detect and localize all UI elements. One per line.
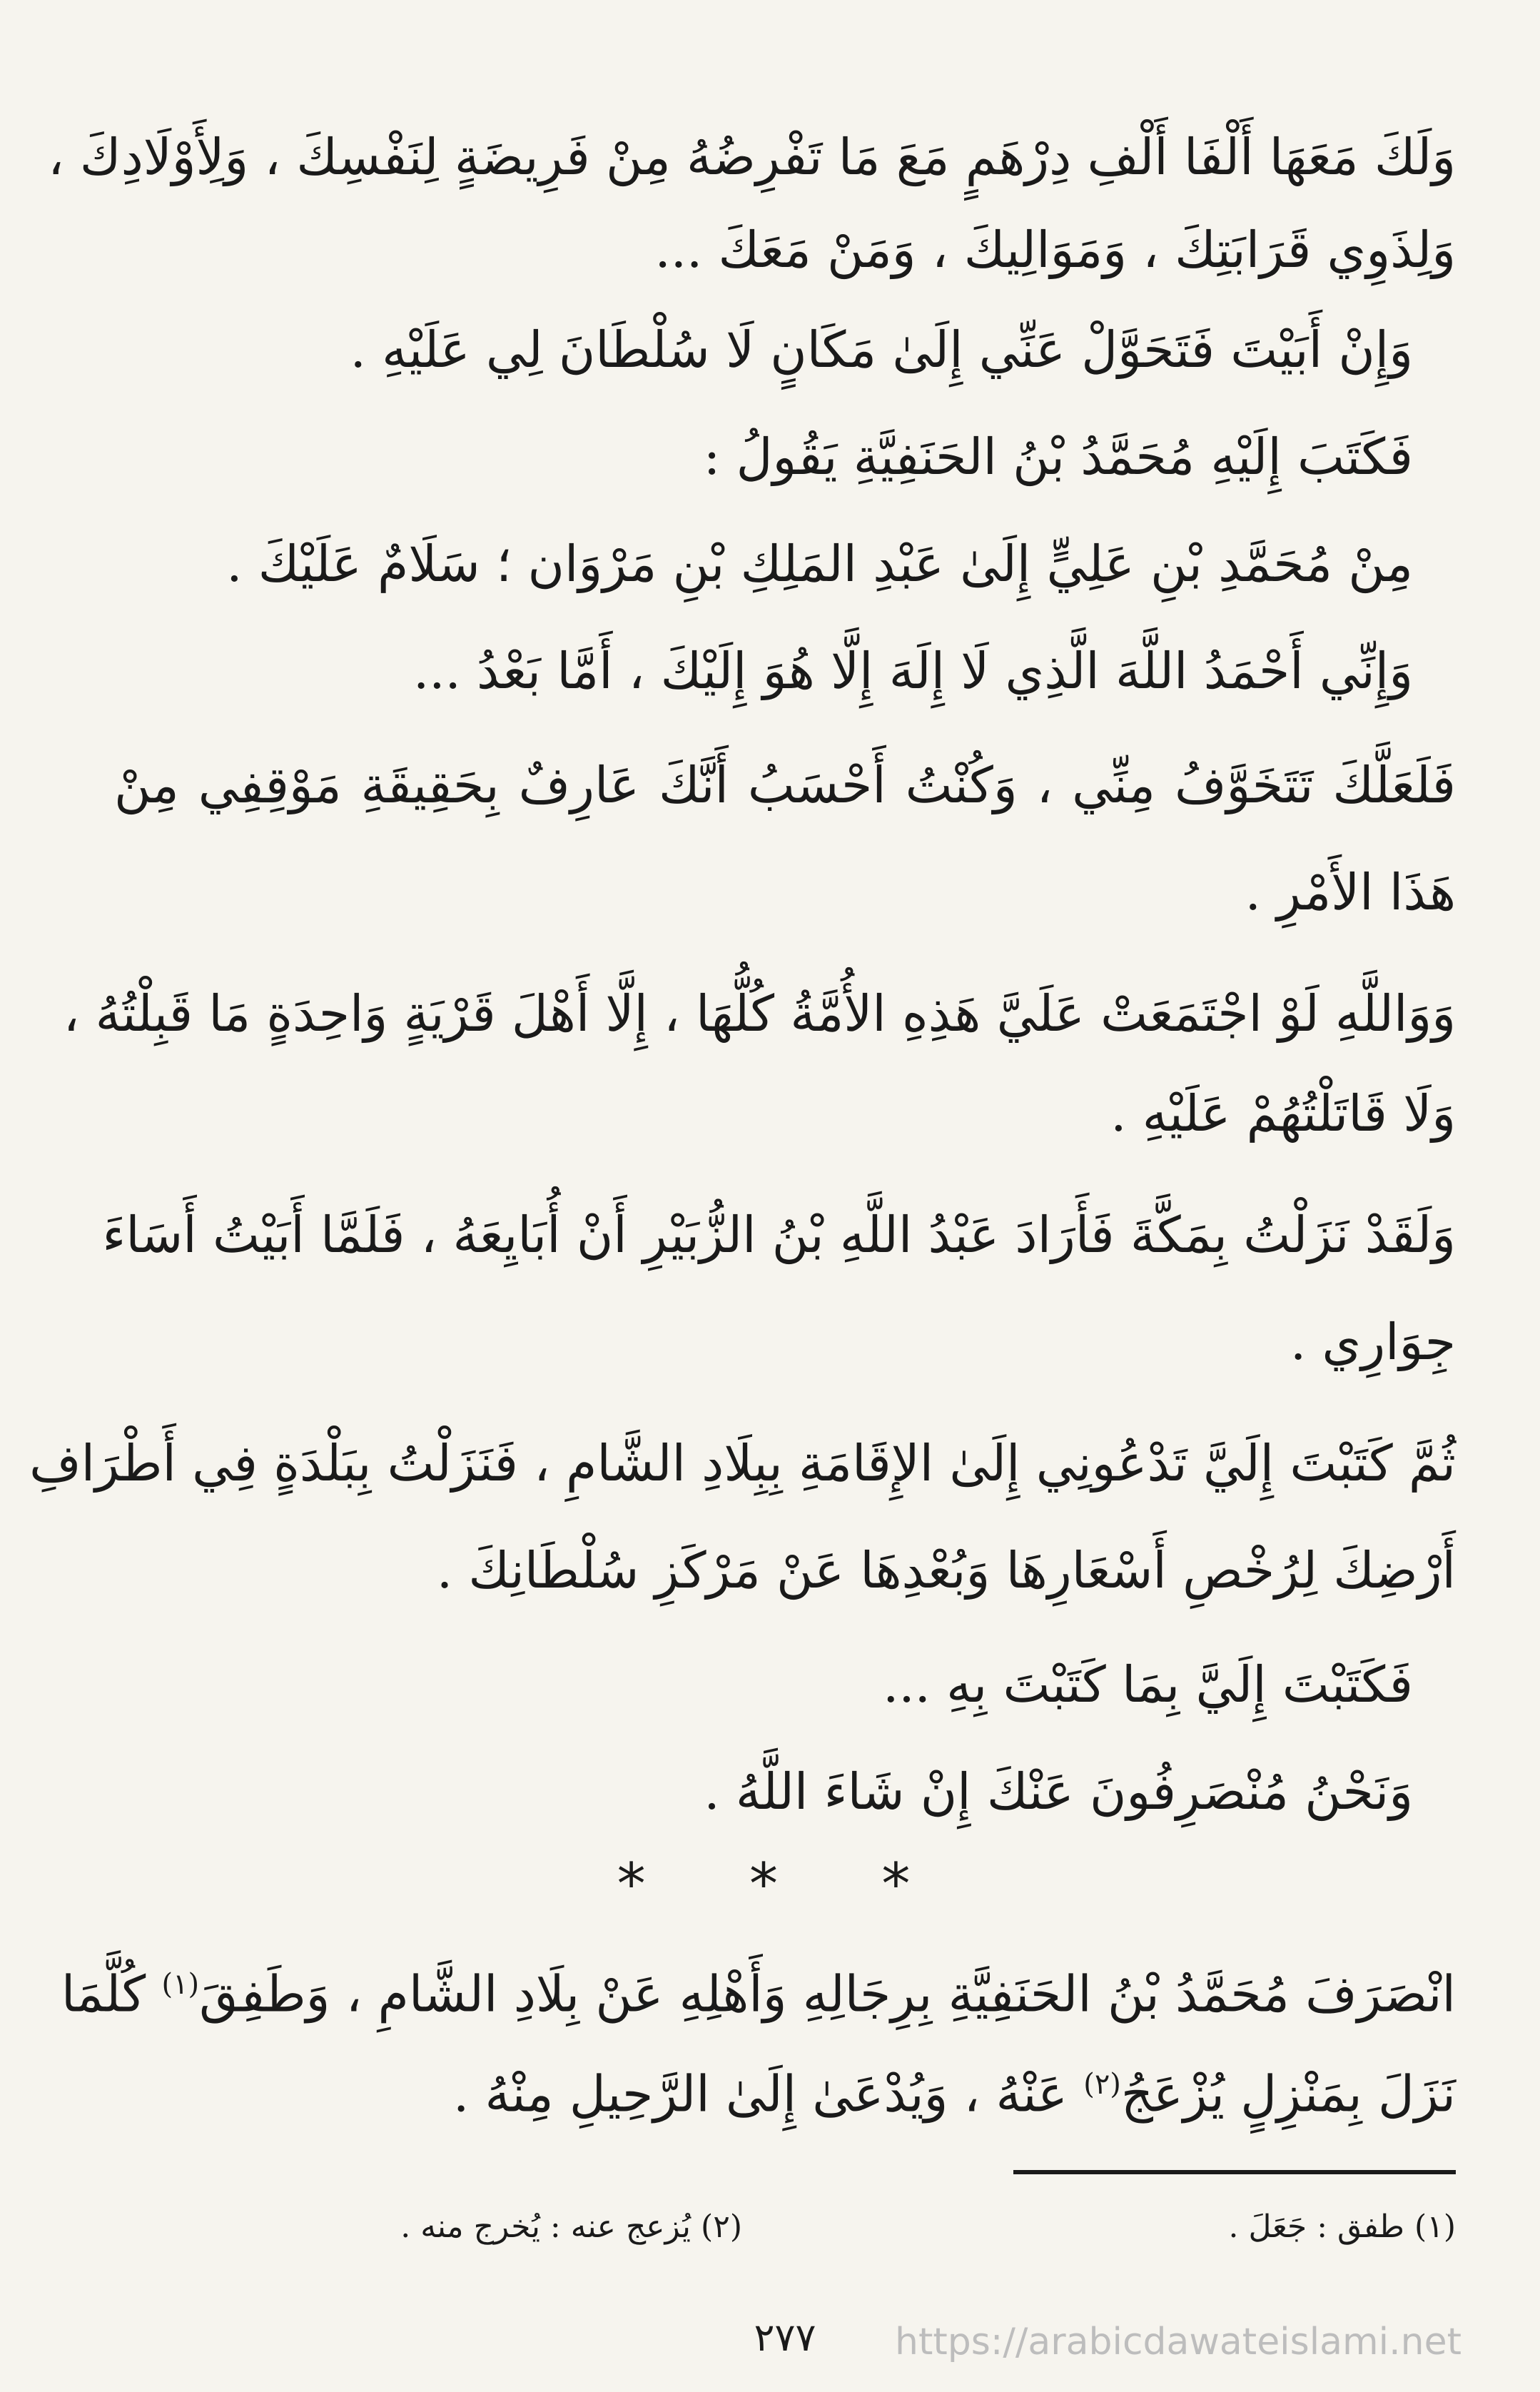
text-line: وَإِنِّي أَحْمَدُ اللَّهَ الَّذِي لَا إِلَهَ إِلَّا هُوَ إِلَيْكَ ، أَمَّا بَعْدُ ... <box>413 642 1413 700</box>
text-line: جِوَارِي . <box>1290 1313 1456 1371</box>
text-line: وَنَحْنُ مُنْصَرِفُونَ عَنْكَ إِنْ شَاءَ اللَّهُ . <box>704 1762 1413 1821</box>
section-separator: * * * <box>617 1851 953 1917</box>
text-line: فَكَتَبَ إِلَيْهِ مُحَمَّدُ بْنُ الحَنَفِيَّةِ يَقُولُ : <box>703 428 1413 486</box>
text-segment: كُلَّمَا <box>61 1964 146 2024</box>
text-line: وَوَاللَّهِ لَوْ اجْتَمَعَتْ عَلَيَّ هَذِهِ الأُمَّةُ كُلُّهَا ، إِلَّا أَهْلَ قَرْيَةٍ وَاحِدَةٍ مَا قَبِلْتُهُ ، <box>63 984 1456 1043</box>
text-segment: عَنْهُ ، وَيُدْعَىٰ إِلَىٰ الرَّحِيلِ مِنْهُ . <box>452 2064 1068 2124</box>
text-line: وَإِنْ أَبَيْتَ فَتَحَوَّلْ عَنِّي إِلَىٰ مَكَانٍ لَا سُلْطَانَ لِي عَلَيْهِ . <box>350 321 1413 379</box>
text-line: أَرْضِكَ لِرُخْصِ أَسْعَارِهَا وَبُعْدِهَا عَنْ مَرْكَزِ سُلْطَانِكَ . <box>436 1541 1456 1600</box>
footnote-ref: (٢) <box>1083 2068 1121 2101</box>
text-line: وَلَقَدْ نَزَلْتُ بِمَكَّةَ فَأَرَادَ عَبْدُ اللَّهِ بْنُ الزُّبَيْرِ أَنْ أُبَايِعَهُ ، فَلَمَّا أَبَيْتُ أَسَاءَ <box>102 1206 1456 1264</box>
text-line: فَكَتَبْتَ إِلَيَّ بِمَا كَتَبْتَ بِهِ ... <box>883 1655 1413 1714</box>
text-line: وَلَكَ مَعَهَا أَلْفَا أَلْفِ دِرْهَمٍ مَعَ مَا تَفْرِضُهُ مِنْ فَرِيضَةٍ لِنَفْسِكَ ، وَلِأَوْلَادِكَ ، <box>48 128 1456 186</box>
text-line <box>61 1949 1456 2029</box>
footnote: (٢) يُزعج عنه : يُخرج منه . <box>400 2209 742 2245</box>
text-line: فَلَعَلَّكَ تَتَخَوَّفُ مِنِّي ، وَكُنْتُ أَحْسَبُ أَنَّكَ عَارِفٌ بِحَقِيقَةِ مَوْقِفِي مِنْ <box>114 756 1456 814</box>
footnote-divider <box>1013 2170 1456 2174</box>
page-number: ٢٧٧ <box>754 2315 816 2360</box>
text-segment: نَزَلَ بِمَنْزِلٍ يُزْعَجُ <box>1120 2064 1456 2124</box>
text-line: وَلَا قَاتَلْتُهُمْ عَلَيْهِ . <box>1110 1084 1456 1143</box>
footnote-ref: (١) <box>161 1968 200 2001</box>
text-line: هَذَا الأَمْرِ . <box>1245 863 1456 922</box>
watermark-url: https://arabicdawateislami.net <box>894 2321 1462 2363</box>
text-line: وَلِذَوِي قَرَابَتِكَ ، وَمَوَالِيكَ ، وَمَنْ مَعَكَ ... <box>654 221 1456 279</box>
footnote: (١) طفق : جَعَلَ . <box>1228 2209 1456 2245</box>
text-line: مِنْ مُحَمَّدِ بْنِ عَلِيٍّ إِلَىٰ عَبْدِ المَلِكِ بْنِ مَرْوَان ؛ سَلَامٌ عَلَيْكَ . <box>226 535 1413 593</box>
text-segment: انْصَرَفَ مُحَمَّدُ بْنُ الحَنَفِيَّةِ بِرِجَالِهِ وَأَهْلِهِ عَنْ بِلَادِ الشَّامِ ، وَطَفِقَ <box>199 1964 1456 2024</box>
text-line: ثُمَّ كَتَبْتَ إِلَيَّ تَدْعُونِي إِلَىٰ الإِقَامَةِ بِبِلَادِ الشَّامِ ، فَنَزَلْتُ بِبَلْدَةٍ فِي أَطْرَافِ <box>29 1434 1456 1493</box>
text-line <box>114 2049 1456 2129</box>
